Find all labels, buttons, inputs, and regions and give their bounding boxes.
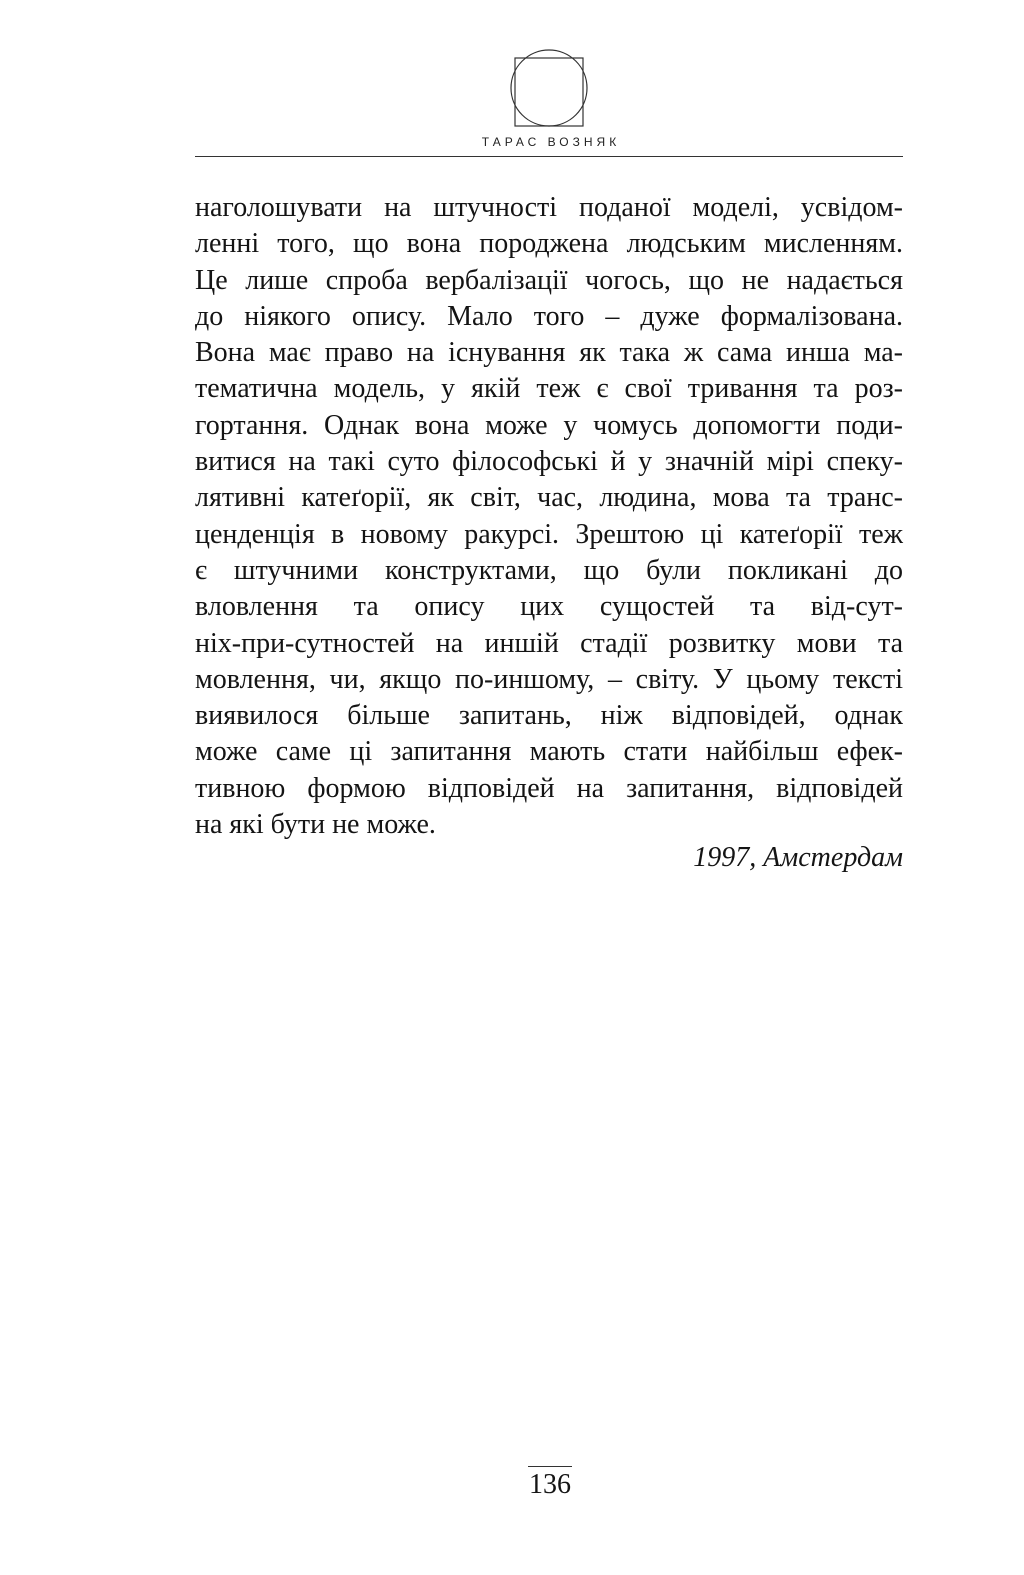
text-line: витися на такі суто філософські й у значній мірі спеку-: [195, 446, 903, 478]
text-line: виявилося більше запитань, ніж відповідей, однак: [195, 700, 903, 732]
running-head-author: ТАРАС ВОЗНЯК: [481, 135, 621, 149]
text-line: до ніякого опису. Мало того – дуже формалізована.: [195, 300, 903, 332]
signature-date-place: 1997, Амстердам: [693, 842, 903, 873]
text-line: лятивні катеґорії, як світ, час, людина, мова та транс-: [195, 482, 903, 514]
text-line: ценденція в новому ракурсі. Зрештою ці катеґорії теж: [195, 518, 903, 550]
text-line: вловлення та опису цих сущостей та від-сут-: [195, 591, 903, 623]
text-line-last: на які бути не може.: [195, 809, 436, 841]
text-line: Це лише спроба вербалізації чогось, що не надається: [195, 264, 903, 296]
text-line: мовлення, чи, якщо по-иншому, – світу. У цьому тексті: [195, 663, 903, 695]
text-line: гортання. Однак вона може у чомусь допомогти поди-: [195, 409, 903, 441]
circle-square-logo-icon: [509, 48, 589, 128]
text-line: Вона має право на існування як така ж сама инша ма-: [195, 337, 903, 369]
text-line: ніх-при-сутностей на иншій стадії розвитку мови та: [195, 627, 903, 659]
text-line: тивною формою відповідей на запитання, відповідей: [195, 772, 903, 804]
page-number-block: [0, 1466, 1024, 1503]
text-line: може саме ці запитання мають стати найбільш ефек-: [195, 736, 903, 768]
text-line: ленні того, що вона породжена людським мисленням.: [195, 228, 903, 260]
body-text: [195, 190, 903, 843]
text-line: є штучними конструктами, що були покликані до: [195, 554, 903, 586]
header-rule: [195, 156, 903, 157]
page-number: 136: [528, 1466, 572, 1503]
text-line: наголошувати на штучності поданої моделі, усвідом-: [195, 192, 903, 223]
text-line: тематична модель, у якій теж є свої тривання та роз-: [195, 373, 903, 405]
